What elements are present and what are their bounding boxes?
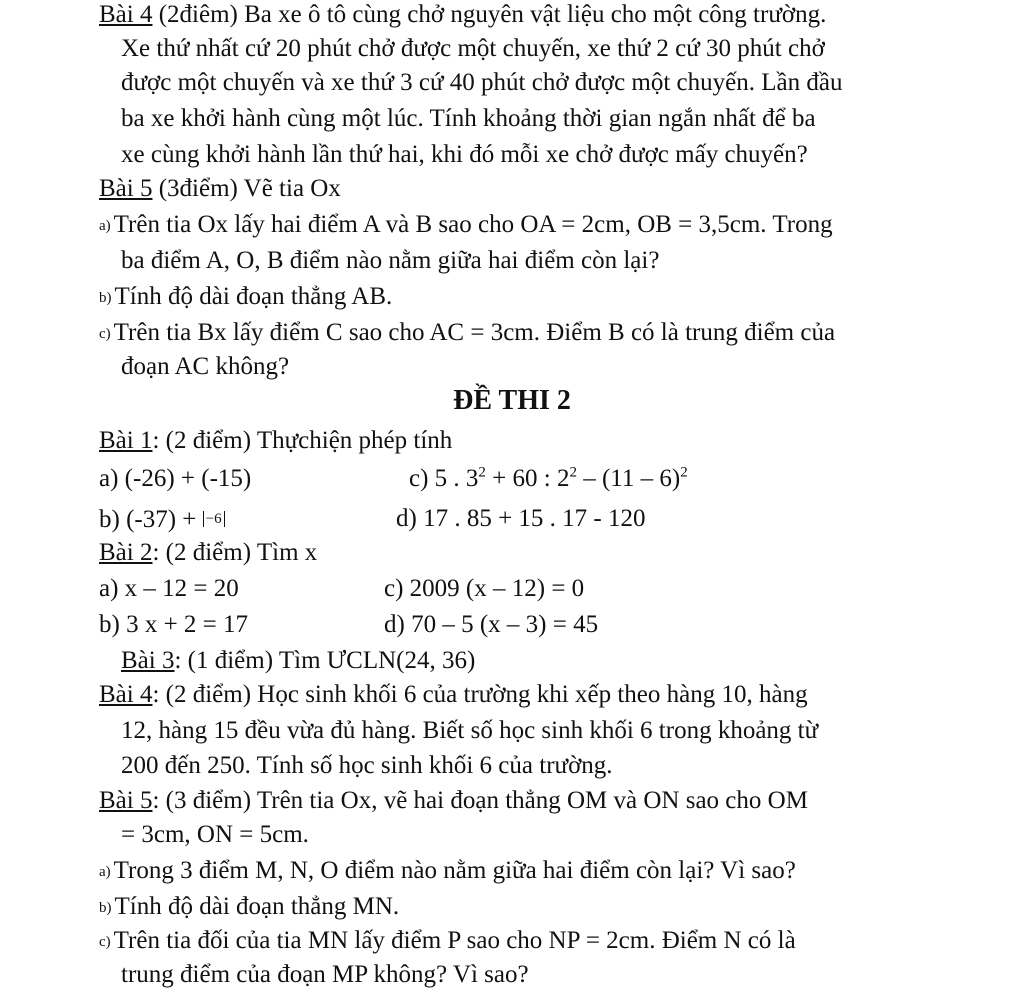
page-title: ĐỀ THI 2 xyxy=(453,385,571,416)
item-marker: b) xyxy=(99,900,112,917)
e2-bai4-line-1: Bài 4: (2 điểm) Học sinh khối 6 của trường khi xếp theo hàng 10, hàng xyxy=(99,681,808,708)
e2-bai2-line-1: Bài 2: (2 điểm) Tìm x xyxy=(99,539,318,566)
e2-bai5-item-b: b) Tính độ dài đoạn thẳng MN. xyxy=(99,893,400,920)
e2-bai3-label: Bài 3 xyxy=(121,647,175,674)
e2-bai1-c: c) 5 . $3^2 + 60$ : $2^2 - (11 - 6)^2$ xyxy=(409,464,688,492)
e2-bai2-d: d) 70 – 5 (x – 3) = 45 xyxy=(384,611,599,638)
bai5-item-a-cont: ba điểm A, O, B điểm nào nằm giữa hai điểm còn lại? xyxy=(121,247,660,274)
bai5-item-a: a) Trên tia Ox lấy hai điểm A và B sao cho OA = 2cm, OB = 3,5cm. Trong xyxy=(99,211,833,238)
bai5-label: Bài 5 xyxy=(99,175,153,202)
item-marker: c) xyxy=(99,934,111,951)
e2-bai2-label: Bài 2 xyxy=(99,539,153,566)
e2-bai2-c: c) 2009 (x – 12) = 0 xyxy=(384,575,585,602)
bai4-label: Bài 4 xyxy=(99,1,153,28)
bai4-line-4: ba xe khởi hành cùng một lúc. Tính khoảng thời gian ngắn nhất để ba xyxy=(121,105,816,132)
e2-bai5-label: Bài 5 xyxy=(99,787,153,814)
bai4-line-1: Bài 4 (2điêm) Ba xe ô tô cùng chở nguyên vật liệu cho một công trường. xyxy=(99,1,827,28)
item-marker: c) xyxy=(99,326,111,343)
e2-bai1-a: a) (-26) + (-15) xyxy=(99,465,252,492)
item-marker: a) xyxy=(99,864,111,881)
bai5-item-b: b) Tính độ dài đoạn thẳng AB. xyxy=(99,283,393,310)
bai5-item-c: c) Trên tia Bx lấy điểm C sao cho AC = 3cm. Điểm B có là trung điểm của xyxy=(99,319,836,346)
bai4-line-5: xe cùng khởi hành lần thứ hai, khi đó mỗi xe chở được mấy chuyến? xyxy=(121,141,808,168)
e2-bai5-line-1: Bài 5: (3 điểm) Trên tia Ox, vẽ hai đoạn thẳng OM và ON sao cho OM xyxy=(99,787,808,814)
e2-bai2-a: a) x – 12 = 20 xyxy=(99,575,239,602)
e2-bai3-line-1: Bài 3: (1 điểm) Tìm ƯCLN(24, 36) xyxy=(121,647,476,674)
bai4-line-2: Xe thứ nhất cứ 20 phút chở được một chuyến, xe thứ 2 cứ 30 phút chở xyxy=(121,35,825,62)
e2-bai5-line-2: = 3cm, ON = 5cm. xyxy=(121,821,309,848)
item-marker: b) xyxy=(99,290,112,307)
e2-bai1-line-1: Bài 1: (2 điểm) Thựchiện phép tính xyxy=(99,427,453,454)
bai4-line-3: được một chuyến và xe thứ 3 cứ 40 phút chở được một chuyến. Lần đầu xyxy=(121,69,843,96)
e2-bai4-line-3: 200 đến 250. Tính số học sinh khối 6 của trường. xyxy=(121,752,613,779)
e2-bai1-label: Bài 1 xyxy=(99,427,153,454)
e2-bai2-b: b) 3 x + 2 = 17 xyxy=(99,611,249,638)
bai5-line-1: Bài 5 (3điểm) Vẽ tia Ox xyxy=(99,175,341,202)
bai5-item-c-cont: đoạn AC không? xyxy=(121,353,290,380)
e2-bai5-item-a: a) Trong 3 điểm M, N, O điểm nào nằm giữa hai điểm còn lại? Vì sao? xyxy=(99,857,796,884)
e2-bai1-d: d) 17 . 85 + 15 . 17 - 120 xyxy=(396,505,646,532)
e2-bai5-item-c-cont: trung điểm của đoạn MP không? Vì sao? xyxy=(121,961,529,988)
e2-bai5-item-c: c) Trên tia đối của tia MN lấy điểm P sao cho NP = 2cm. Điểm N có là xyxy=(99,927,796,954)
item-marker: a) xyxy=(99,218,111,235)
e2-bai4-label: Bài 4 xyxy=(99,681,153,708)
e2-bai4-line-2: 12, hàng 15 đều vừa đủ hàng. Biết số học sinh khối 6 trong khoảng từ xyxy=(121,717,819,744)
absolute-value: −6 xyxy=(203,511,225,527)
e2-bai1-b: b) (-37) + −6 xyxy=(99,504,225,535)
